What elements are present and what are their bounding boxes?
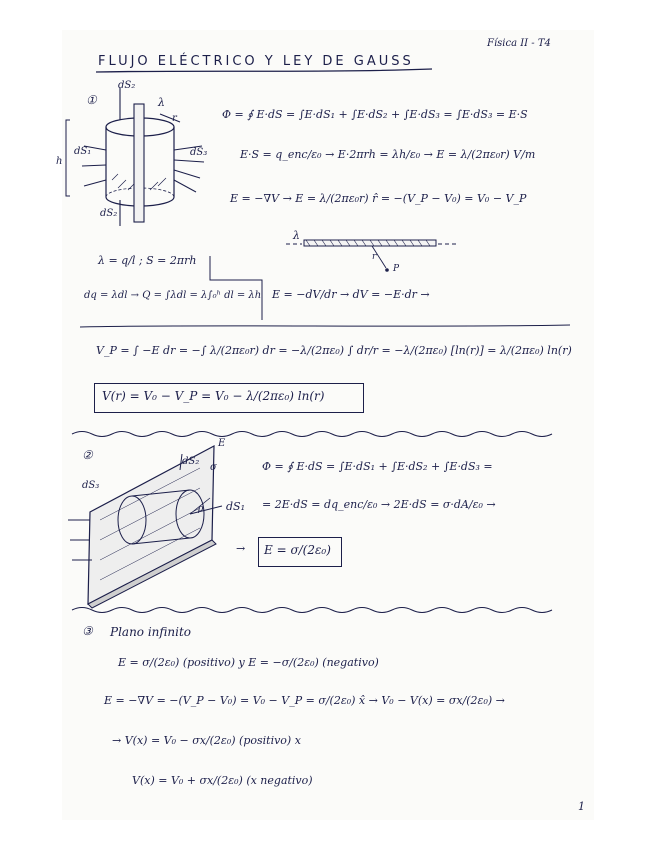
p-label: ρ [198,504,204,514]
negative-potential-equation: V(x) = V₀ + σx/(2ε₀) (x negativo) [132,774,313,787]
ds3-label: dS₃ [190,147,208,158]
ds3-label: dS₃ [82,480,100,491]
ds2-bottom-label: dS₂ [100,208,118,219]
plane-field-equation: E = σ/(2ε₀) (positivo) y E = −σ/(2ε₀) (negativo) [118,656,379,669]
section3-heading: Plano infinito [110,625,192,639]
dv-equation: E = −dV/dr → dV = −E·dr → [272,288,430,301]
r-label: r [172,113,177,124]
vp-integral-equation: V_P = ∫ −E dr = −∫ λ/(2πε₀r) dr = −λ/(2πε₀) ∫ dr/r = −λ/(2πε₀) [ln(r)] = λ/(2πε₀) ln(r) [96,344,572,357]
plane-gradient-equation: E = −∇V = −(V_P − V₀) = V₀ − V_P = σ/(2ε₀) x̂ → V₀ − V(x) = σx/(2ε₀) → [104,694,505,707]
flux-equation: Φ = ∮ E·dS = ∫E·dS₁ + ∫E·dS₂ + ∫E·dS₃ = ∫E·dS₃ = E·S [222,108,528,121]
line-r-label: r [372,252,377,262]
ds1-label: dS₁ [226,500,245,513]
section1-number: ① [86,93,97,107]
lambda-definition: λ = q/l ; S = 2πrh [98,254,197,267]
positive-potential-equation: → V(x) = V₀ − σx/(2ε₀) (positivo) x [112,734,301,747]
arrow: → [236,542,246,555]
lambda-label: λ [158,96,165,109]
plane-flux-equation: Φ = ∮ E·dS = ∫E·dS₁ + ∫E·dS₂ + ∫E·dS₃ = [262,460,493,473]
dq-equation: dq = λdl → Q = ∫λdl = λ∫₀ʰ dl = λh [84,290,262,301]
course-label: Física II - T4 [487,38,551,49]
line-lambda-label: λ [293,229,300,242]
plane-gauss-equation: = 2E·dS = dq_enc/ε₀ → 2E·dS = σ·dA/ε₀ → [262,498,496,511]
gradient-equation: E = −∇V → E = λ/(2πε₀r) r̂ = −(V_P − V₀) = V₀ − V_P [230,192,527,205]
ds1-label: dS₁ [74,146,92,157]
ds2-top-label: dS₂ [118,80,136,91]
sigma-label: σ [210,462,217,473]
page-number: 1 [578,800,585,813]
h-label: h [56,156,63,167]
gauss-equation: E·S = q_enc/ε₀ → E·2πrh = λh/ε₀ → E = λ/(2πε₀r) V/m [240,148,536,161]
page-title: FLUJO ELÉCTRICO Y LEY DE GAUSS [98,54,414,69]
boxed-potential-equation: V(r) = V₀ − V_P = V₀ − λ/(2πε₀) ln(r) [102,389,325,403]
E-label: E [218,438,226,449]
section2-number: ② [82,448,93,462]
section3-number: ③ [82,624,93,638]
boxed-field-equation: E = σ/(2ε₀) [264,543,331,557]
ds2-label: dS₂ [182,456,200,467]
line-p-label: P [393,264,400,274]
